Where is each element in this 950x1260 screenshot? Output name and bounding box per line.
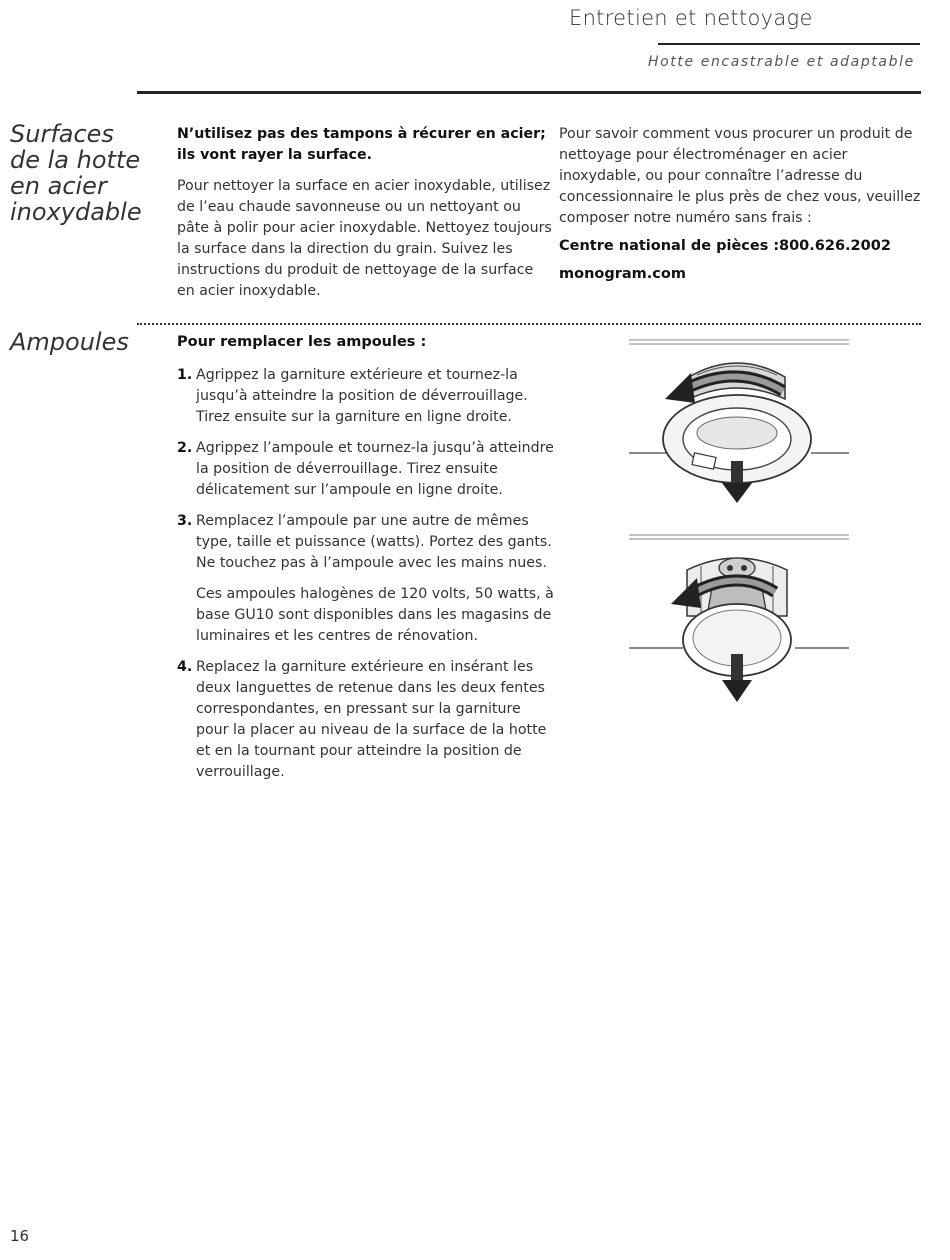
step-text: Agrippez la garniture extérieure et tournez-la jusqu’à atteindre la position de déverrouillage. Tirez ensuite sur la garniture en ligne droite. — [196, 367, 528, 425]
bulb-removal-illustration — [625, 532, 853, 707]
step-text: Replacez la garniture extérieure en insérant les deux languettes de retenue dans les deux fentes correspondantes, en pressant sur la garniture pour la placer au niveau de la surface de la hotte et en la tournant pour atteindre la position de verrouillage. — [196, 659, 547, 780]
cleaning-paragraph: Pour nettoyer la surface en acier inoxydable, utilisez de l’eau chaude savonneuse ou un nettoyant ou pâte à polir pour acier inoxydable. Nettoyez toujours la surface dans la direction du grain. Suivez les instructions du produit de nettoyage de la surface en acier inoxydable. — [177, 178, 552, 299]
step-text: Agrippez l’ampoule et tournez-la jusqu’à atteindre la position de déverrouillage. Tirez ensuite délicatement sur l’ampoule en ligne droite. — [196, 440, 554, 498]
section-title-line: de la hotte — [10, 146, 141, 174]
step-item — [177, 511, 557, 574]
step-text: Remplacez l’ampoule par une autre de mêmes type, taille et puissance (watts). Portez des gants. Ne touchez pas à l’ampoule avec les mains nues. — [196, 513, 552, 571]
website-link[interactable]: monogram.com — [559, 266, 686, 282]
step-item — [177, 365, 557, 428]
warning-text: N’utilisez pas des tampons à récurer en acier; ils vont rayer la surface. — [177, 126, 546, 163]
bulb-note: Ces ampoules halogènes de 120 volts, 50 watts, à base GU10 sont disponibles dans les magasins de luminaires et les centres de rénovation. — [196, 586, 554, 644]
section-title-line: inoxydable — [10, 198, 142, 226]
step-number: 1. — [177, 367, 193, 383]
parts-center-label: Centre national de pièces : — [559, 238, 780, 254]
steps-list — [177, 365, 557, 793]
header-rule — [658, 43, 920, 45]
section-title-ampoules: Ampoules — [10, 328, 129, 356]
page-header-subtitle: Hotte encastrable et adaptable — [648, 54, 915, 70]
step-number: 4. — [177, 659, 193, 675]
section-divider — [137, 323, 921, 325]
step-item — [177, 657, 557, 783]
ampoules-heading: Pour remplacer les ampoules : — [177, 334, 427, 350]
info-paragraph: Pour savoir comment vous procurer un produit de nettoyage pour électroménager en acier inoxydable, ou pour connaître l’adresse du concessionnaire le plus près de chez vous, veuillez composer notre numéro sans frais : — [559, 126, 921, 226]
top-divider — [137, 91, 921, 94]
trim-removal-illustration — [625, 337, 853, 507]
parts-center-phone: 800.626.2002 — [779, 238, 891, 254]
page-number: 16 — [10, 1227, 30, 1245]
step-item — [177, 438, 557, 501]
step-number: 2. — [177, 440, 193, 456]
section-title-line: Surfaces — [10, 120, 114, 148]
page-header-title: Entretien et nettoyage — [569, 6, 813, 30]
section-title-line: en acier — [10, 172, 107, 200]
parts-center-line — [559, 236, 891, 257]
step-number: 3. — [177, 513, 193, 529]
section-title-surfaces — [10, 121, 150, 225]
